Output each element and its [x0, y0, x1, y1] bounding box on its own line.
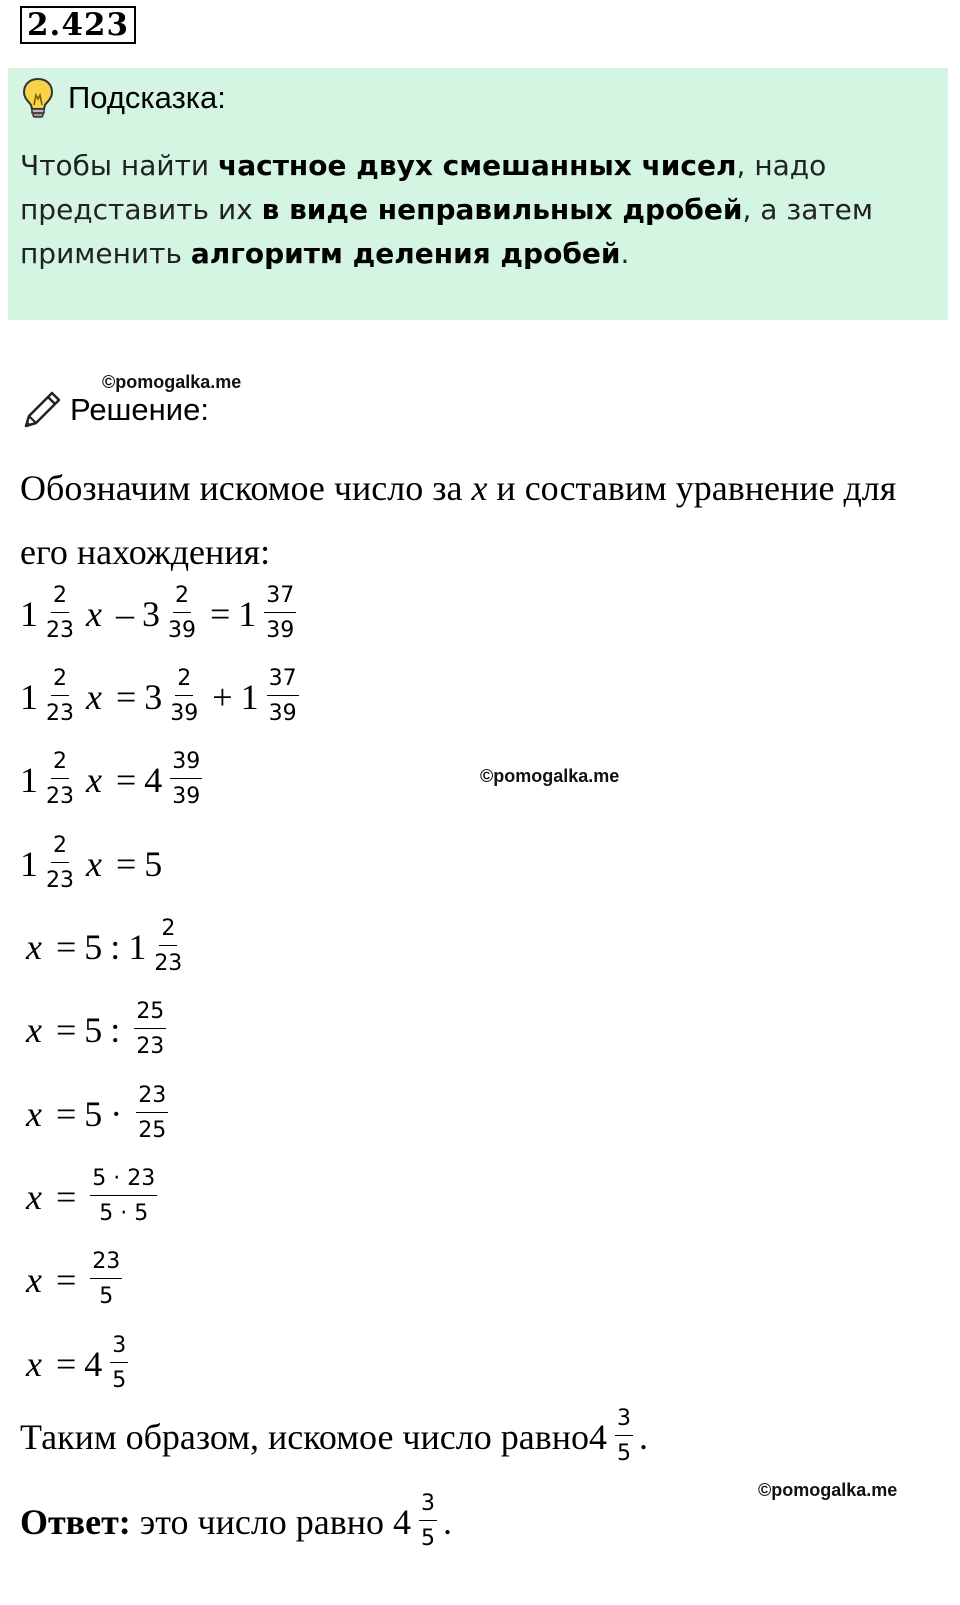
fraction-denominator: 39 — [268, 701, 297, 726]
equation-line — [20, 665, 305, 728]
mixed-integer-part: 4 — [589, 1416, 607, 1457]
math-operator: : — [110, 926, 121, 967]
fraction-stack — [90, 1248, 122, 1311]
mixed-integer-part: 1 — [128, 926, 147, 967]
math-variable: x — [86, 593, 102, 634]
hint-bold-phrase: в виде неправильных дробей — [261, 193, 743, 226]
math-operator: = — [55, 1259, 77, 1300]
math-number: это число равно — [130, 1501, 394, 1542]
fraction-denominator: 5 — [617, 1441, 631, 1466]
fraction-denominator: 23 — [46, 701, 74, 726]
fraction-stack — [170, 665, 198, 728]
math-operator: = — [115, 759, 137, 800]
mixed-number — [144, 748, 208, 811]
fraction-numerator: 2 — [51, 748, 69, 779]
mixed-number — [393, 1490, 443, 1553]
math-operator: = — [115, 843, 137, 884]
math-variable: x — [26, 1259, 42, 1300]
hint-title: Подсказка: — [68, 80, 226, 115]
fraction-stack — [170, 748, 202, 811]
fraction-denominator: 5 — [421, 1526, 436, 1551]
intro-text-2: и составим уравнение для его нахождения: — [20, 468, 897, 572]
fraction-denominator: 5 — [112, 1368, 127, 1393]
math-operator: = — [55, 926, 77, 967]
fraction-numerator: 39 — [170, 748, 202, 779]
mixed-integer-part: 1 — [240, 676, 259, 717]
fraction-denominator: 39 — [172, 784, 201, 809]
fraction-denominator: 39 — [266, 618, 295, 643]
mixed-integer-part: 3 — [141, 593, 160, 634]
math-operator: = — [55, 1093, 77, 1134]
fraction-denominator: 23 — [46, 618, 74, 643]
hint-text-segment: . — [620, 237, 630, 270]
fraction-stack — [419, 1490, 437, 1553]
math-variable: x — [26, 1093, 42, 1134]
fraction-numerator: 2 — [51, 665, 69, 696]
equation-line — [20, 1082, 174, 1145]
math-operator: = — [55, 1009, 77, 1050]
pencil-icon — [20, 388, 64, 432]
fraction-numerator: 5 · 23 — [90, 1165, 157, 1196]
equation-line — [20, 748, 208, 811]
intro-text-1: Обозначим искомое число за — [20, 468, 472, 508]
mixed-number — [20, 665, 80, 728]
equation-line — [20, 832, 162, 895]
fraction-stack — [134, 998, 166, 1061]
fraction-denominator: 39 — [170, 701, 199, 726]
fraction-stack — [136, 1082, 168, 1145]
math-number: 5 — [84, 1093, 103, 1134]
math-operator: · — [110, 1093, 123, 1134]
fraction-denominator: 25 — [138, 1118, 167, 1143]
fraction-stack — [46, 832, 74, 895]
math-variable: x — [26, 1009, 42, 1050]
fraction-stack — [90, 1165, 157, 1228]
equation-line — [20, 998, 172, 1061]
fraction-stack — [154, 915, 182, 978]
intro-variable: x — [471, 468, 488, 508]
fraction-numerator: 3 — [419, 1490, 437, 1521]
mixed-integer-part: 1 — [20, 593, 38, 634]
mixed-number — [144, 665, 204, 728]
fraction-numerator: 2 — [173, 582, 191, 613]
math-number: 5 — [144, 843, 163, 884]
math-variable: x — [86, 759, 102, 800]
math-operator: – — [115, 593, 134, 634]
hint-text — [20, 144, 930, 276]
math-variable: x — [26, 1343, 42, 1384]
fraction-denominator: 23 — [46, 784, 74, 809]
fraction-numerator: 2 — [175, 665, 193, 696]
solution-title: Решение: — [70, 392, 209, 427]
mixed-integer-part: 1 — [20, 676, 38, 717]
fraction-stack — [264, 582, 296, 645]
mixed-integer-part: 4 — [393, 1501, 412, 1542]
conclusion-line — [20, 1405, 648, 1468]
fraction-denominator: 5 — [99, 1284, 114, 1309]
fraction-numerator: 37 — [264, 582, 296, 613]
fraction-numerator: 3 — [110, 1332, 128, 1363]
problem-number: 2.423 — [20, 6, 136, 44]
watermark: ©pomogalka.me — [758, 1480, 898, 1500]
math-operator: = — [55, 1343, 77, 1384]
fraction-stack — [46, 665, 74, 728]
fraction — [84, 1165, 163, 1228]
fraction-denominator: 5 · 5 — [99, 1201, 149, 1226]
fraction-denominator: 23 — [154, 951, 183, 976]
answer-line — [20, 1490, 452, 1553]
math-variable: x — [26, 926, 42, 967]
math-number: . — [443, 1501, 453, 1542]
math-operator: = — [55, 1176, 77, 1217]
math-number: Таким образом, искомое число равно — [20, 1416, 589, 1457]
mixed-number — [238, 582, 302, 645]
fraction-denominator: 23 — [136, 1034, 165, 1059]
fraction-stack — [267, 665, 299, 728]
fraction-numerator: 2 — [159, 915, 177, 946]
equation-line — [20, 1248, 128, 1311]
mixed-integer-part: 4 — [84, 1343, 103, 1384]
mixed-integer-part: 3 — [144, 676, 163, 717]
hint-text-segment: , надо представить их — [20, 149, 827, 226]
watermark: ©pomogalka.me — [102, 372, 242, 392]
solution-intro — [20, 456, 940, 584]
equation-line — [20, 582, 302, 645]
math-number: 5 — [84, 1009, 103, 1050]
fraction-stack — [615, 1405, 633, 1468]
math-number: . — [639, 1416, 648, 1457]
mixed-integer-part: 4 — [144, 759, 163, 800]
math-operator: = — [115, 676, 137, 717]
fraction-stack — [46, 748, 74, 811]
math-variable: x — [26, 1176, 42, 1217]
fraction-numerator: 2 — [51, 582, 69, 613]
fraction-stack — [110, 1332, 128, 1395]
math-operator: + — [212, 676, 233, 717]
math-variable: x — [86, 843, 102, 884]
hint-header — [22, 78, 226, 118]
mixed-number — [84, 1332, 134, 1395]
math-operator: : — [110, 1009, 121, 1050]
mixed-integer-part: 1 — [20, 843, 38, 884]
math-number: 5 — [84, 926, 103, 967]
math-operator: = — [209, 593, 231, 634]
hint-text-segment: , а затем применить — [20, 193, 874, 270]
fraction-stack — [168, 582, 196, 645]
mixed-number — [128, 915, 188, 978]
equation-line — [20, 1332, 134, 1395]
hint-bold-phrase: частное двух смешанных чисел — [217, 149, 737, 182]
mixed-number — [589, 1405, 639, 1468]
fraction-stack — [46, 582, 74, 645]
lightbulb-icon — [22, 77, 54, 119]
fraction — [128, 998, 172, 1061]
fraction — [84, 1248, 128, 1311]
equation-line — [20, 915, 188, 978]
fraction-numerator: 25 — [134, 998, 166, 1029]
fraction-numerator: 3 — [615, 1405, 633, 1436]
math-variable: x — [86, 676, 102, 717]
hint-bold-phrase: алгоритм деления дробей — [190, 237, 621, 270]
fraction-numerator: 23 — [136, 1082, 168, 1113]
watermark: ©pomogalka.me — [480, 766, 620, 786]
mixed-number — [20, 582, 80, 645]
hint-box — [8, 68, 948, 320]
mixed-number — [142, 582, 202, 645]
fraction-numerator: 37 — [267, 665, 299, 696]
mixed-number — [20, 748, 80, 811]
mixed-integer-part: 1 — [238, 593, 257, 634]
fraction — [130, 1082, 174, 1145]
fraction-numerator: 23 — [90, 1248, 122, 1279]
answer-label: Ответ: — [20, 1501, 131, 1542]
fraction-numerator: 2 — [51, 832, 69, 863]
hint-text-segment: Чтобы найти — [20, 149, 218, 182]
equation-line — [20, 1165, 163, 1228]
mixed-number — [241, 665, 305, 728]
fraction-denominator: 23 — [46, 868, 74, 893]
mixed-integer-part: 1 — [20, 759, 38, 800]
fraction-denominator: 39 — [167, 618, 196, 643]
mixed-number — [20, 832, 80, 895]
solution-header — [20, 388, 209, 432]
